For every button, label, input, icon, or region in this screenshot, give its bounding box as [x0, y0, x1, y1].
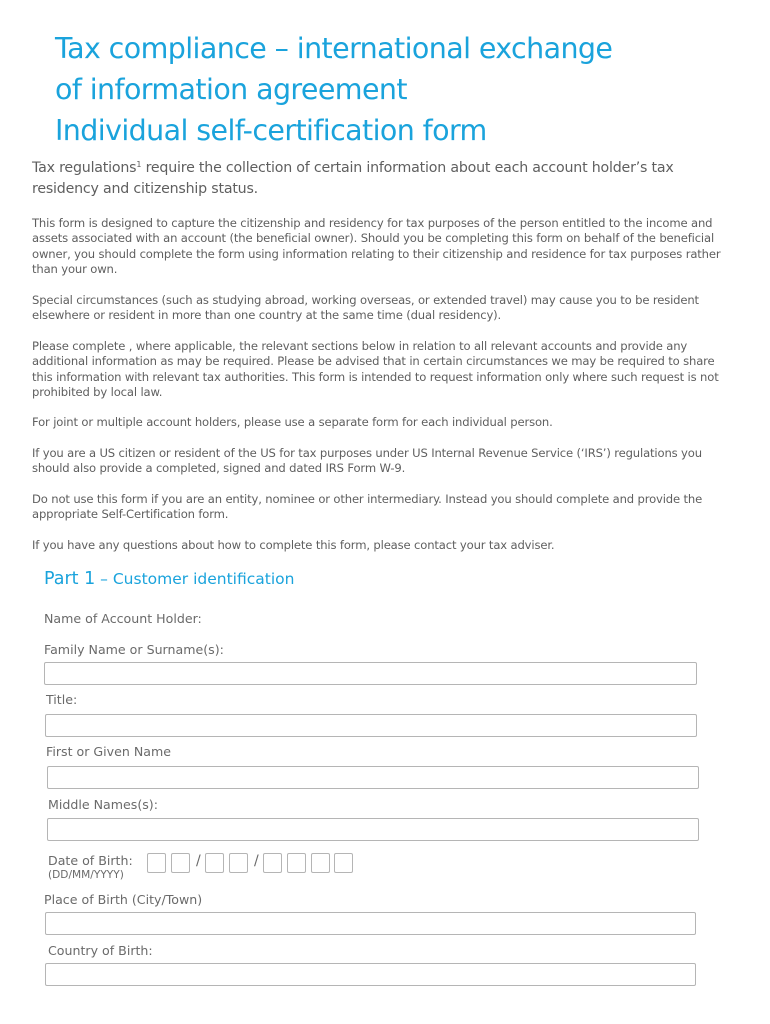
intro-text-start: Tax regulations	[32, 160, 137, 176]
paragraph-entity-notice: Do not use this form if you are an entity, nominee or other intermediary. Instead you should complete and provide the appropriate Self-Certification form.	[32, 492, 703, 522]
family-name-label: Family Name or Surname(s):	[44, 642, 224, 657]
title-field[interactable]	[45, 714, 697, 737]
title-label: Title:	[46, 692, 78, 707]
country-of-birth-label: Country of Birth:	[48, 943, 153, 958]
dob-year-digit-1[interactable]	[263, 853, 282, 873]
place-of-birth-field[interactable]	[45, 912, 696, 935]
dob-month-digit-1[interactable]	[205, 853, 224, 873]
part1-dash: –	[95, 570, 113, 588]
first-name-field[interactable]	[47, 766, 699, 789]
first-name-label: First or Given Name	[46, 744, 171, 759]
place-of-birth-label: Place of Birth (City/Town)	[44, 892, 203, 907]
part1-section-title: Customer identification	[112, 570, 295, 588]
paragraph-purpose: This form is designed to capture the citizenship and residency for tax purposes of the person entitled to the income and assets associated with an account (the beneficial owner). Should you be completing this form on behalf of the beneficial owner, you should complete the form using information relating to their citizenship and residence for tax purposes rather than your own.	[32, 216, 721, 277]
account-holder-label: Name of Account Holder:	[44, 611, 202, 626]
dob-day-digit-2[interactable]	[171, 853, 190, 873]
family-name-field[interactable]	[44, 662, 697, 685]
dob-year-digit-4[interactable]	[334, 853, 353, 873]
dob-format-hint: (DD/MM/YYYY)	[48, 869, 124, 881]
footnote-marker: 1	[136, 160, 142, 169]
part1-label: Part 1	[44, 569, 96, 589]
dob-separator-1: /	[196, 853, 201, 869]
paragraph-questions: If you have any questions about how to complete this form, please contact your tax adviser.	[32, 538, 555, 552]
dob-label: Date of Birth:	[48, 853, 133, 868]
form-title	[55, 28, 755, 151]
paragraph-joint-holders: For joint or multiple account holders, please use a separate form for each individual person.	[32, 415, 553, 429]
dob-year-digit-2[interactable]	[287, 853, 306, 873]
dob-year-digit-3[interactable]	[311, 853, 330, 873]
country-of-birth-field[interactable]	[45, 963, 696, 986]
intro-text-end: require the collection of certain information about each account holder’s tax residency and citizenship status.	[32, 160, 674, 197]
part1-heading	[44, 569, 294, 589]
title-line-2: of information agreement	[55, 73, 407, 106]
title-line-1: Tax compliance – international exchange	[55, 32, 613, 65]
dob-month-digit-2[interactable]	[229, 853, 248, 873]
dob-separator-2: /	[254, 853, 259, 869]
middle-names-label: Middle Names(s):	[48, 797, 158, 812]
paragraph-special-circumstances: Special circumstances (such as studying abroad, working overseas, or extended travel) may cause you to be resident elsewhere or resident in more than one country at the same time (dual residency).	[32, 293, 699, 323]
dob-day-digit-1[interactable]	[147, 853, 166, 873]
middle-names-field[interactable]	[47, 818, 699, 841]
intro-statement	[32, 154, 732, 200]
paragraph-complete-instructions: Please complete , where applicable, the relevant sections below in relation to all relevant accounts and provide any additional information as may be required. Please be advised that in certain circumstances we may be required to share this information with relevant tax authorities. This form is intended to request information only where such request is not prohibited by local law.	[32, 339, 719, 400]
paragraph-us-citizen: If you are a US citizen or resident of the US for tax purposes under US Internal Revenue Service (‘IRS’) regulations you should also provide a completed, signed and dated IRS Form W-9.	[32, 446, 702, 476]
title-line-3: Individual self-certification form	[55, 114, 487, 147]
